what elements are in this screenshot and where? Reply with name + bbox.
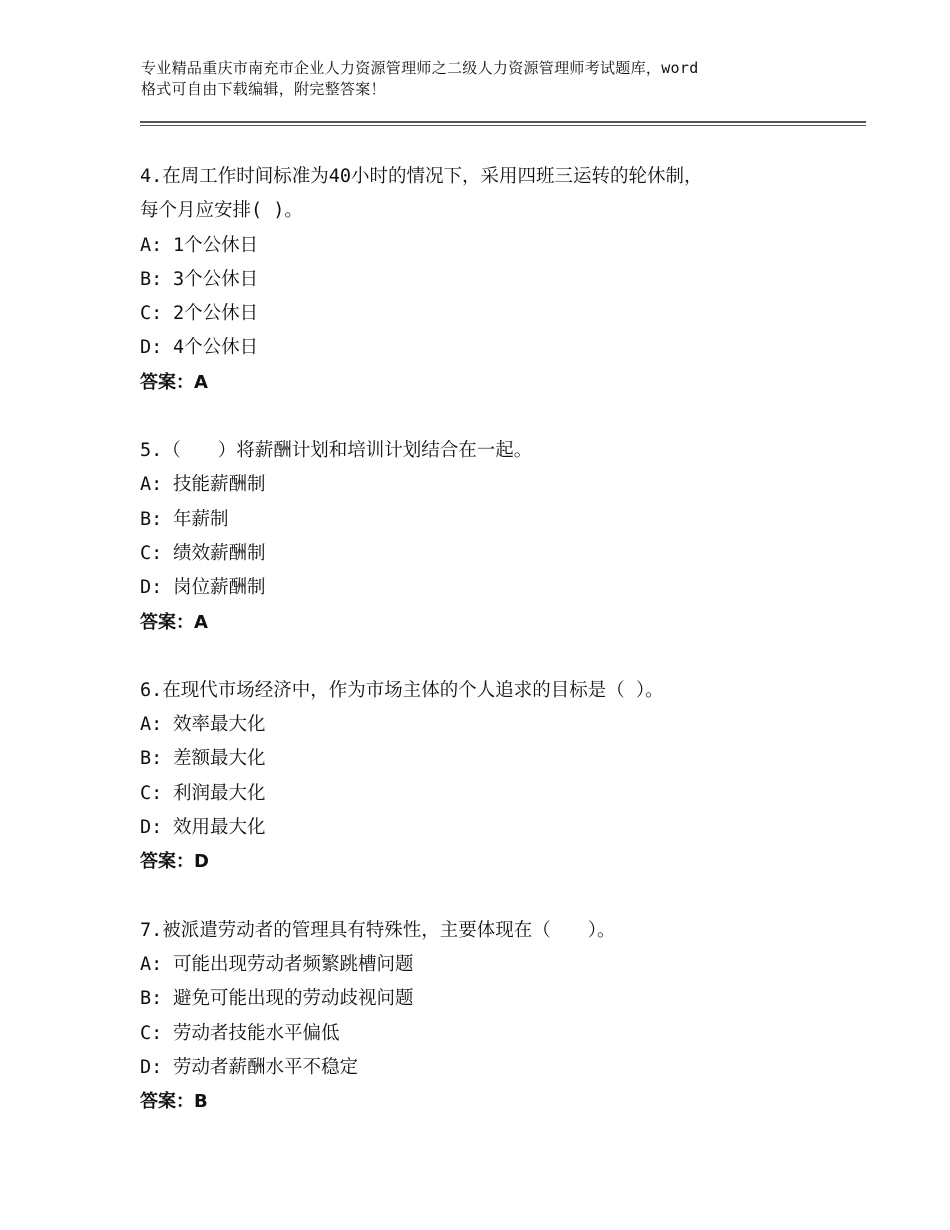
option-c xyxy=(140,1017,860,1051)
option-text: 利润最大化 xyxy=(173,782,266,804)
option-key: B: xyxy=(140,988,163,1010)
answer-line: 答案：D xyxy=(140,851,209,873)
option-key: D: xyxy=(140,577,163,599)
option-text: 岗位薪酬制 xyxy=(173,577,266,599)
option-text: 差额最大化 xyxy=(173,748,266,770)
question-6 xyxy=(140,674,860,880)
option-a xyxy=(140,948,860,982)
option-b xyxy=(140,742,860,776)
option-d xyxy=(140,811,860,845)
option-c xyxy=(140,297,860,331)
question-stem: 7.被派遣劳动者的管理具有特殊性，主要体现在（ ）。 xyxy=(140,919,616,941)
option-text: 效用最大化 xyxy=(173,817,266,839)
option-key: D: xyxy=(140,1056,163,1078)
option-text: 4个公休日 xyxy=(173,337,259,359)
option-text: 绩效薪酬制 xyxy=(173,542,266,564)
option-a xyxy=(140,708,860,742)
option-d xyxy=(140,331,860,365)
option-text: 避免可能出现的劳动歧视问题 xyxy=(173,988,414,1010)
option-key: B: xyxy=(140,748,163,770)
option-text: 3个公休日 xyxy=(173,268,259,290)
option-text: 年薪制 xyxy=(173,508,229,530)
question-7 xyxy=(140,914,860,1120)
option-d xyxy=(140,571,860,605)
option-key: A: xyxy=(140,953,163,975)
header-rule-thick xyxy=(140,121,866,123)
option-c xyxy=(140,537,860,571)
answer-line: 答案：B xyxy=(140,1091,208,1113)
document-header xyxy=(141,58,841,100)
option-key: B: xyxy=(140,268,163,290)
header-line-2: 格式可自由下载编辑，附完整答案！ xyxy=(141,80,386,98)
question-4 xyxy=(140,160,860,400)
header-rule-thin xyxy=(140,125,866,126)
option-a xyxy=(140,229,860,263)
option-text: 2个公休日 xyxy=(173,303,259,325)
option-key: A: xyxy=(140,474,163,496)
option-key: C: xyxy=(140,542,163,564)
question-stem: 6.在现代市场经济中，作为市场主体的个人追求的目标是（ ）。 xyxy=(140,679,664,701)
option-b xyxy=(140,263,860,297)
option-b xyxy=(140,982,860,1016)
answer-line: 答案：A xyxy=(140,371,208,393)
option-key: A: xyxy=(140,714,163,736)
option-key: D: xyxy=(140,817,163,839)
option-key: C: xyxy=(140,1022,163,1044)
option-key: B: xyxy=(140,508,163,530)
option-key: A: xyxy=(140,234,163,256)
option-text: 劳动者薪酬水平不稳定 xyxy=(173,1056,359,1078)
option-text: 效率最大化 xyxy=(173,714,266,736)
question-stem: 每个月应安排( )。 xyxy=(140,200,303,222)
option-text: 可能出现劳动者频繁跳槽问题 xyxy=(173,953,414,975)
question-5 xyxy=(140,434,860,640)
option-c xyxy=(140,777,860,811)
header-line-1: 专业精品重庆市南充市企业人力资源管理师之二级人力资源管理师考试题库，word xyxy=(141,59,699,77)
option-text: 1个公休日 xyxy=(173,234,259,256)
question-list xyxy=(140,160,860,1153)
option-d xyxy=(140,1051,860,1085)
option-a xyxy=(140,468,860,502)
option-b xyxy=(140,503,860,537)
option-text: 劳动者技能水平偏低 xyxy=(173,1022,340,1044)
question-stem: 5.（ ）将薪酬计划和培训计划结合在一起。 xyxy=(140,440,533,462)
option-key: C: xyxy=(140,303,163,325)
option-key: D: xyxy=(140,337,163,359)
question-stem: 4.在周工作时间标准为40小时的情况下，采用四班三运转的轮休制， xyxy=(140,166,703,187)
answer-line: 答案：A xyxy=(140,611,208,633)
option-key: C: xyxy=(140,782,163,804)
option-text: 技能薪酬制 xyxy=(173,474,266,496)
